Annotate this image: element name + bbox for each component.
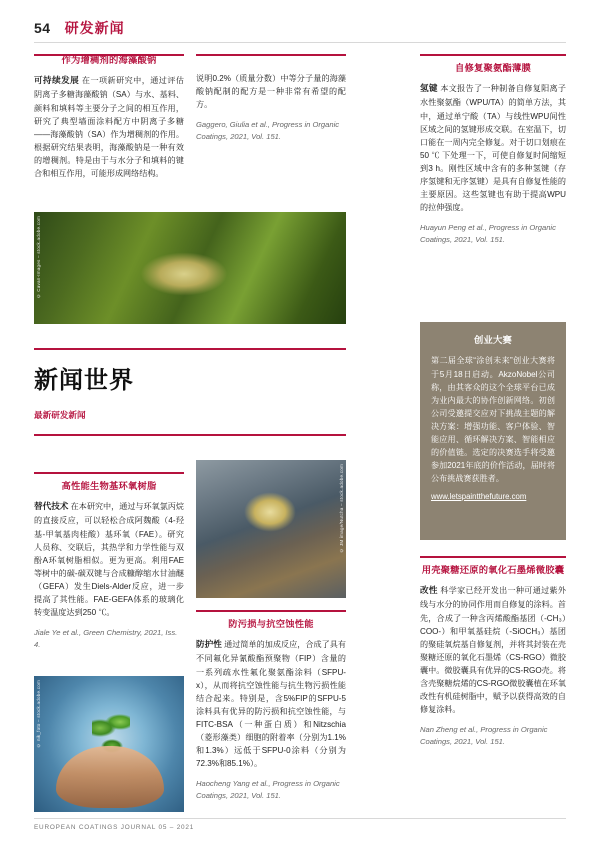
contest-body: 第二届全球“涂创未来”创业大赛将于5月18日启动。AkzoNobel公司称，由其客众的这个全球平台已成为业内最大的协作创新网络。初创公司受邀提交应对下挑战主题的解决方案：增强功能、客户体验、智能应用、循环解决方案、智能相应的价值链。选定的决赛选手将受邀参加2021年底的价作活动，届时将公布挑战赛获胜者。 [431,356,555,484]
article-credit-cs-rgo: Nan Zheng et al., Progress in Organic Coatings, 2021, Vol. 151. [420,725,548,746]
page-title: 研发新闻 [64,20,125,36]
article-body-text: 在一项新研究中，通过评估阴离子多糖海藻酸钠（SA）与水、基料、颜料和填料等主要分子之间的相互作用，研究了典型墙面涂料配方中阴离子多糖——海藻酸钠（SA）作为增稠剂的作用。根据研究结果表明，海藻酸钠是一种有效的增稠剂。特是由于与水分子和填料的键合和相互作用，可能形成网络结构。 [34,76,184,179]
article-lead-epoxy: 替代技术 [34,501,69,512]
article-alginate [34,54,184,180]
article-body-text: 科学家已经开发出一种可通过紫外线与水分的协同作用而自修复的涂料。首先，合成了一种含丙烯酸酯基团（-CH₃）COO-）和甲氧基硅烷（-SiOCH₃）基团的聚硅氧烷基自修复剂，并将其封装在壳聚糖还原的氧化石墨烯（CS-RGO）微胶囊中。微胶囊具有优异的CS-RGO壳。将含壳聚糖烷烯的CS-RGO微胶囊植在环氧改性有机硅树脂中，赋予以获得高效的自修复涂料。 [420,586,566,715]
article-body-text: 通过简单的加成反应，合成了具有不同氟化异氰酸酯预聚物（FIP）含量的一系列疏水性氟化聚氨酯涂料（SFPU-x），从而将抗空蚀性能与抗生物污损性能结合起来。特别是，含5%FIP的SFPU-5涂料具有优异的防污损和抗空蚀性能，与FITC-BSA（一种蛋白质）和Nitzschia（菱形藻类）细胞的附着率（分别为1.1%和1.3%）远低于SFPU-0涂料（分别为72.3%和85.1%）。 [196,640,346,769]
news-world-rule-bottom [34,434,346,436]
news-world-rule-top [34,348,346,350]
column-rule-2b [196,610,346,612]
article-lead-cs-rgo: 改性 [420,585,438,596]
article-credit-antifouling: Haocheng Yang et al., Progress in Organic Coatings, 2021, Vol. 151. [196,779,340,800]
folio-number: 54 [34,20,51,36]
article-body-alginate-2: 说明0.2%（质量分数）中等分子量的海藻酸钠配制的配方是一种非常有希望的配方。 [196,74,346,110]
article-body-alginate-1 [34,74,184,180]
news-world-heading: 新闻世界 [34,367,134,394]
photo-seaweed [34,212,346,324]
footer-text: EUROPEAN COATINGS JOURNAL 05 – 2021 [34,824,195,831]
article-lead-wpu: 氢键 [420,83,438,94]
article-antifouling [196,618,346,801]
article-wpu [420,62,566,245]
article-credit-wpu: Huayun Peng et al., Progress in Organic Coatings, 2021, Vol. 151. [420,223,556,244]
photo-credit-seaweed: © Cavan-Images – stock.adobe.com [36,216,41,299]
article-body-text: 在本研究中，通过与环氧氯丙烷的直接反应，可以轻松合成阿魏酸（4-羟基-甲氧基肉桂酸）基环氧（FAE）。研究人员称、交联后，其热学和力学性能与双酚A环氧树脂相似。更为更高。利用FAE等树中的碳-碳双键与合成糠醇缩水甘油醚（GEFA）发生Diels-Alder反应，进一步提高了其性能。FAE-GEFA体系的玻璃化转变温度达到250 ℃。 [34,502,184,618]
contest-link[interactable]: www.letspaintthefuture.com [431,491,527,501]
article-body-text: 本文报告了一种制备自修复阳离子水性聚氨酯（WPU/TA）的简单方法，其中，通过单宁酸（TA）与线性WPU间性区域之间的氢键形成交联。在室温下，切口能在一周内完全修复。对于切口划痕在50 ℃ 下处理一下，可使自修复时间缩短到3 h。刚性区域中含有的多种氢键（存序氢键和无序氢键）是具有自修复性能的主要原因。这些氢键也有助于提高WPU的拉伸强度。 [420,84,566,213]
photo-corroded-surface [196,460,346,598]
footer-divider [34,818,566,819]
article-body-cs-rgo [420,584,566,716]
article-body-epoxy [34,500,184,619]
article-credit-alginate: Gaggero, Giulia et al., Progress in Organic Coatings, 2021, Vol. 151. [196,120,340,141]
article-alginate-cont [196,54,346,142]
article-title-epoxy: 高性能生物基环氧树脂 [61,481,157,491]
news-world-section [34,360,346,421]
photo-credit-rust: © JM image/Nutcha – stock.adobe.com [339,464,344,553]
page-header [34,18,125,38]
news-world-subheading: 最新研发新闻 [34,410,86,420]
article-title-antifouling: 防污损与抗空蚀性能 [228,619,314,629]
article-title-wpu: 自修复聚氨酯薄膜 [455,63,531,73]
photo-hands-sprout [34,676,184,812]
article-credit-epoxy: Jiale Ye et al., Green Chemistry, 2021, Iss. 4. [34,628,178,649]
article-lead-alginate: 可持续发展 [34,75,80,86]
article-body-wpu [420,82,566,214]
article-body-antifouling [196,638,346,770]
article-cs-rgo [420,564,566,747]
column-rule-4 [420,54,566,56]
contest-title: 创业大赛 [474,335,512,345]
column-rule-4b [420,556,566,558]
contest-box [420,322,566,540]
article-lead-antifouling: 防护性 [196,639,222,650]
article-title-cs-rgo: 用壳聚糖还原的氧化石墨烯微胶囊 [421,565,565,575]
article-title-alginate: 作为增稠剂的海藻酸钠 [61,55,157,65]
article-epoxy [34,480,184,650]
header-divider [34,42,566,43]
photo-credit-hands: © nik_foto – stock.adobe.com [36,680,41,748]
palm-graphic [56,746,164,808]
column-rule-1b [34,472,184,474]
